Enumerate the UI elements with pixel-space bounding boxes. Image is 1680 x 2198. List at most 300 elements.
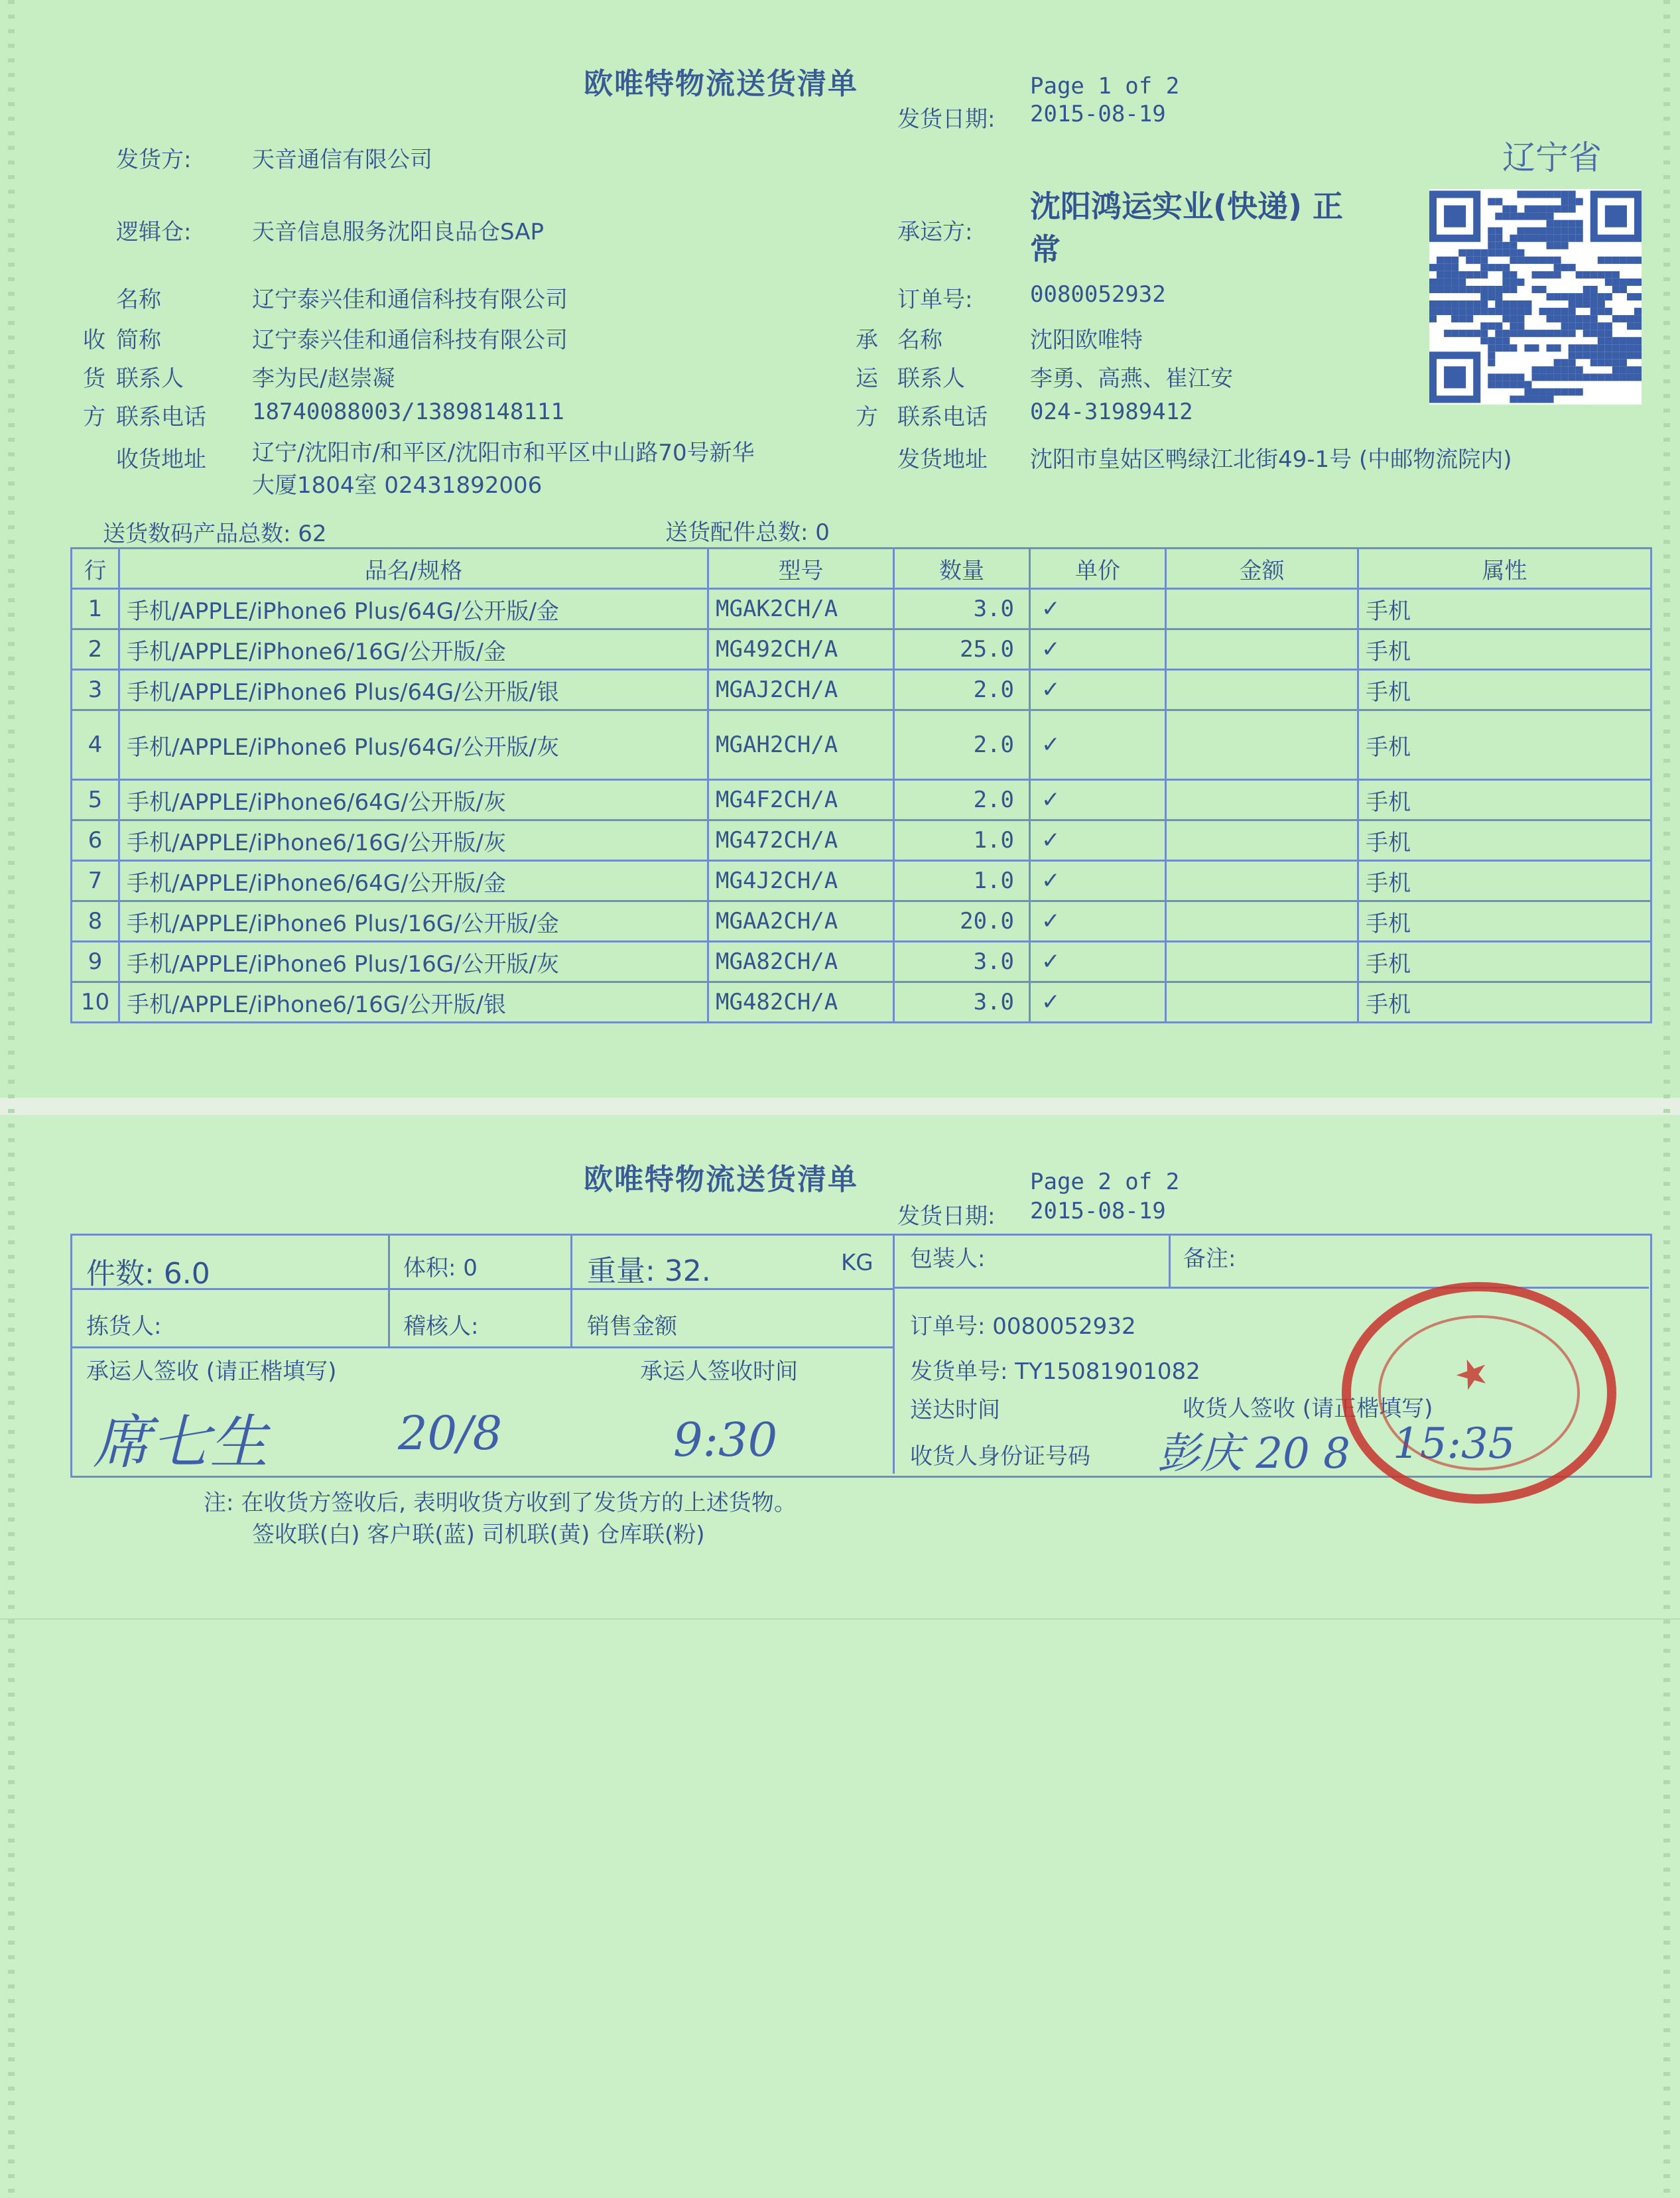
qr-module [1510,242,1517,249]
qr-module [1488,235,1495,242]
qr-module [1517,395,1524,403]
qr-module [1510,271,1517,279]
qr-module [1612,366,1620,373]
receiver-address-line1: 辽宁/沈阳市/和平区/沈阳市和平区中山路70号新华 [252,440,755,466]
quantity-cell: 1.0 [894,820,1030,861]
qr-module [1524,308,1531,315]
qr-module [1576,322,1583,330]
quantity-cell: 3.0 [894,942,1030,982]
qr-module [1495,235,1502,242]
qr-module [1488,293,1495,300]
row-number-cell: 10 [72,982,119,1023]
qr-module [1539,388,1547,395]
handwritten-receiver-signature: 彭庆 20 8 [1157,1429,1350,1478]
qr-module [1590,271,1598,279]
header-name: 品名/规格 [119,549,708,589]
qr-module [1444,206,1466,227]
quantity-cell: 2.0 [894,710,1030,780]
qr-module [1620,279,1627,286]
qr-module [1451,279,1458,286]
qr-module [1437,308,1444,315]
qr-module [1473,308,1480,315]
qr-module [1473,249,1480,257]
qr-module [1569,344,1576,352]
qr-module [1612,315,1620,322]
qr-module [1524,330,1531,337]
qr-module [1510,308,1517,315]
quantity-cell: 1.0 [894,861,1030,901]
unit-price-check-cell: ✓ [1030,629,1166,670]
qr-module [1444,257,1451,264]
qr-module [1569,235,1576,242]
qr-module [1634,322,1642,330]
qr-module [1524,300,1531,308]
amount-cell [1166,629,1358,670]
qr-module [1480,249,1488,257]
qr-module [1547,213,1554,220]
order-number: 0080052932 [1030,281,1166,308]
qr-module [1444,286,1451,293]
qr-module [1554,191,1561,198]
handwritten-time: 9:30 [673,1413,778,1467]
qr-module [1480,300,1488,308]
qr-module [1590,315,1598,322]
qr-module [1517,249,1524,257]
qr-module [1554,308,1561,315]
total-products: 送货数码产品总数: 62 [103,521,327,547]
qr-module [1605,271,1612,279]
qr-module [1502,213,1510,220]
qr-module [1524,381,1531,388]
qr-module [1517,257,1524,264]
model-cell: MGAK2CH/A [708,589,894,629]
qr-module [1612,373,1620,381]
qr-module [1561,227,1569,235]
qr-module [1458,249,1466,257]
qr-module [1561,191,1569,198]
qr-module [1554,206,1561,213]
qr-module [1502,337,1510,344]
qr-module [1561,359,1569,366]
qr-module [1488,359,1495,366]
qr-module [1429,300,1437,308]
qr-module [1539,286,1547,293]
carrier-name-label: 名称 [897,327,942,354]
amount-cell [1166,901,1358,942]
qr-module [1569,293,1576,300]
receiver-phone-label: 联系电话 [116,404,206,430]
qr-module [1437,300,1444,308]
carrier-name: 沈阳欧唯特 [1030,327,1143,354]
receiver-name: 辽宁泰兴佳和通信科技有限公司 [252,287,568,313]
attribute-cell: 手机 [1358,670,1651,710]
amount-cell [1166,710,1358,780]
qr-module [1458,300,1466,308]
qr-module [1590,293,1598,300]
qr-module [1539,227,1547,235]
qr-module [1480,271,1488,279]
header-row-no: 行 [72,549,119,589]
qr-module [1429,308,1437,315]
product-name-cell: 手机/APPLE/iPhone6 Plus/16G/公开版/灰 [119,942,708,982]
qr-module [1627,257,1634,264]
qr-module [1531,191,1539,198]
unit-price-check-cell: ✓ [1030,710,1166,780]
qr-module [1634,257,1642,264]
table-row [72,820,1651,861]
qr-module [1627,293,1634,300]
grid-line [388,1234,390,1346]
qr-module [1634,373,1642,381]
model-cell: MGAJ2CH/A [708,670,894,710]
qr-module [1590,344,1598,352]
qr-module [1590,330,1598,337]
unit-price-check-cell: ✓ [1030,780,1166,820]
qr-module [1561,330,1569,337]
qr-module [1531,286,1539,293]
qr-module [1547,235,1554,242]
qr-module [1517,322,1524,330]
qr-module [1554,257,1561,264]
unit-price-check-cell: ✓ [1030,942,1166,982]
receiver-short: 辽宁泰兴佳和通信科技有限公司 [252,327,568,354]
qr-module [1576,352,1583,359]
qr-module [1466,286,1473,293]
qr-module [1569,366,1576,373]
qr-module [1531,213,1539,220]
unit-price-check-cell: ✓ [1030,820,1166,861]
qr-module [1466,300,1473,308]
attribute-cell: 手机 [1358,589,1651,629]
qr-module [1569,264,1576,271]
page2-page-number: Page 2 of 2 [1030,1169,1180,1195]
page2-ship-date-label: 发货日期: [897,1203,996,1230]
page2-title: 欧唯特物流送货清单 [584,1163,858,1196]
warehouse-value: 天音信息服务沈阳良品仓SAP [252,219,544,245]
qr-module [1510,381,1517,388]
qr-module [1569,206,1576,213]
qr-module [1451,308,1458,315]
qr-module [1531,388,1539,395]
qr-module [1517,381,1524,388]
qr-module [1634,344,1642,352]
quantity-cell: 20.0 [894,901,1030,942]
qr-module [1569,315,1576,322]
qr-module [1554,330,1561,337]
qr-module [1547,271,1554,279]
header-amount: 金额 [1166,549,1358,589]
qr-module [1561,308,1569,315]
table-header-row [72,549,1651,589]
weight: 重量: 32. [587,1254,711,1288]
qr-module [1561,242,1569,249]
qr-module [1620,286,1627,293]
qr-module [1488,337,1495,344]
qr-module [1524,191,1531,198]
qr-module [1547,395,1554,403]
qr-module [1539,257,1547,264]
product-name-cell: 手机/APPLE/iPhone6/16G/公开版/金 [119,629,708,670]
qr-module [1502,286,1510,293]
row-number-cell: 1 [72,589,119,629]
qr-module [1576,344,1583,352]
qr-module [1547,191,1554,198]
qr-module [1627,337,1634,344]
page2-ship-date: 2015-08-19 [1030,1198,1166,1224]
qr-module [1605,337,1612,344]
page1-ship-date-label: 发货日期: [897,106,996,133]
unit-price-check-cell: ✓ [1030,901,1166,942]
qr-module [1561,198,1569,206]
qr-module [1502,249,1510,257]
qr-module [1495,293,1502,300]
qr-module [1473,271,1480,279]
qr-module [1627,373,1634,381]
qr-module [1605,359,1612,366]
qr-module [1451,271,1458,279]
ship-number: 发货单号: TY15081901082 [910,1358,1200,1385]
qr-module [1429,286,1437,293]
footer-note: 注: 在收货方签收后, 表明收货方收到了发货方的上述货物。 [204,1490,797,1516]
qr-code-graphic [1429,189,1642,405]
warehouse-label: 逻辑仓: [116,219,192,245]
qr-module [1569,227,1576,235]
shipper-value: 天音通信有限公司 [252,147,432,173]
qr-module [1612,271,1620,279]
receiver-address-label: 收货地址 [116,446,206,473]
qr-module [1598,257,1605,264]
carrier-company-line1: 沈阳鸿运实业(快递) 正 [1030,188,1344,224]
quantity-cell: 2.0 [894,670,1030,710]
qr-module [1569,308,1576,315]
qr-module [1444,366,1466,388]
attribute-cell: 手机 [1358,982,1651,1023]
qr-module [1429,279,1437,286]
qr-module [1547,242,1554,249]
carrier-company-line2: 常 [1030,231,1061,267]
qr-module [1561,264,1569,271]
qr-module [1458,315,1466,322]
qr-module [1510,373,1517,381]
qr-module [1569,359,1576,366]
amount-cell [1166,589,1358,629]
qr-module [1561,293,1569,300]
province-label: 辽宁省 [1502,139,1602,177]
qr-module [1531,206,1539,213]
unit-price-check-cell: ✓ [1030,861,1166,901]
qr-module [1554,271,1561,279]
qr-module [1547,330,1554,337]
qr-module [1590,286,1598,293]
carrier-contact: 李勇、高燕、崔江安 [1030,365,1233,392]
qr-module [1531,227,1539,235]
qr-code [1429,189,1642,405]
table-row [72,861,1651,901]
qr-module [1458,279,1466,286]
page1-title: 欧唯特物流送货清单 [584,67,858,101]
qr-module [1554,359,1561,366]
qr-module [1605,279,1612,286]
qr-module [1620,359,1627,366]
qr-module [1554,227,1561,235]
qr-module [1473,257,1480,264]
qr-module [1605,352,1612,359]
qr-module [1495,227,1502,235]
qr-module [1517,213,1524,220]
quantity-cell: 3.0 [894,589,1030,629]
qr-module [1539,330,1547,337]
qr-module [1634,293,1642,300]
qr-module [1620,337,1627,344]
qr-module [1437,279,1444,286]
shipper-label: 发货方: [116,147,192,173]
qr-module [1495,381,1502,388]
grid-line [1169,1234,1171,1288]
tear-edge [0,1098,1680,1115]
receiver-id-label: 收货人身份证号码 [910,1443,1090,1470]
receiver-phone: 18740088003/13898148111 [252,399,564,425]
carrier-phone-label: 联系电话 [897,404,988,430]
qr-module [1561,322,1569,330]
qr-module [1598,300,1605,308]
qr-module [1495,198,1502,206]
packer-label: 包装人: [910,1246,986,1272]
product-name-cell: 手机/APPLE/iPhone6 Plus/16G/公开版/金 [119,901,708,942]
row-number-cell: 3 [72,670,119,710]
handwritten-date: 20/8 [398,1406,503,1460]
qr-module [1569,373,1576,381]
qr-module [1495,249,1502,257]
qr-module [1502,300,1510,308]
qr-module [1612,352,1620,359]
qr-module [1466,330,1473,337]
qr-module [1451,315,1458,322]
qr-module [1458,308,1466,315]
qr-module [1502,271,1510,279]
qr-module [1524,206,1531,213]
qr-module [1495,322,1502,330]
qr-module [1480,257,1488,264]
qr-module [1583,373,1590,381]
qr-module [1590,359,1598,366]
qr-module [1576,373,1583,381]
qr-module [1524,213,1531,220]
qr-module [1547,388,1554,395]
table-row [72,982,1651,1023]
unit-price-check-cell: ✓ [1030,982,1166,1023]
qr-module [1531,257,1539,264]
qr-module [1554,293,1561,300]
qr-module [1569,330,1576,337]
qr-module [1517,227,1524,235]
qr-module [1451,330,1458,337]
attribute-cell: 手机 [1358,710,1651,780]
qr-module [1569,300,1576,308]
qr-module [1466,308,1473,315]
delivery-time-label: 送达时间 [910,1397,1000,1423]
qr-module [1517,191,1524,198]
qr-module [1488,227,1495,235]
qr-module [1458,271,1466,279]
qr-module [1605,373,1612,381]
qr-module [1510,315,1517,322]
qr-module [1576,198,1583,206]
quantity-cell: 3.0 [894,982,1030,1023]
qr-module [1517,330,1524,337]
amount-cell [1166,780,1358,820]
qr-module [1576,271,1583,279]
qr-module [1510,206,1517,213]
qr-module [1444,300,1451,308]
unit-price-check-cell: ✓ [1030,589,1166,629]
qr-module [1502,308,1510,315]
qr-module [1480,264,1488,271]
qr-module [1605,206,1627,227]
qr-module [1561,366,1569,373]
table-row [72,589,1651,629]
qr-module [1502,264,1510,271]
qr-module [1583,322,1590,330]
qr-module [1466,257,1473,264]
qr-module [1524,395,1531,403]
qr-module [1605,308,1612,315]
qr-module [1627,352,1634,359]
qr-module [1510,330,1517,337]
receiver-short-label: 简称 [116,327,161,354]
qr-module [1510,300,1517,308]
qr-module [1502,344,1510,352]
qr-module [1576,293,1583,300]
qr-module [1554,315,1561,322]
qr-module [1495,337,1502,344]
qr-module [1627,344,1634,352]
receiver-side-char-1: 收 [83,327,105,354]
qr-module [1576,315,1583,322]
product-name-cell: 手机/APPLE/iPhone6/16G/公开版/银 [119,982,708,1023]
qr-module [1488,344,1495,352]
receiver-side-char-2: 货 [83,365,105,392]
items-table [70,547,1652,1023]
qr-module [1437,264,1444,271]
qr-module [1444,308,1451,315]
carrier-phone: 024-31989412 [1030,399,1193,425]
qr-module [1517,308,1524,315]
handwritten-carrier-signature: 席七生 [93,1408,269,1476]
quantity-cell: 25.0 [894,629,1030,670]
qr-module [1554,388,1561,395]
qr-module [1444,330,1451,337]
qr-module [1531,271,1539,279]
qr-module [1510,322,1517,330]
qr-module [1429,315,1437,322]
unit-price-check-cell: ✓ [1030,670,1166,710]
attribute-cell: 手机 [1358,861,1651,901]
qr-module [1539,373,1547,381]
receiver-contact: 李为民/赵崇凝 [252,365,395,392]
qr-module [1547,308,1554,315]
qr-module [1612,344,1620,352]
qr-module [1547,373,1554,381]
qr-module [1583,315,1590,322]
qr-module [1554,264,1561,271]
qr-module [1627,322,1634,330]
product-name-cell: 手机/APPLE/iPhone6/16G/公开版/灰 [119,820,708,861]
qr-module [1510,344,1517,352]
qr-module [1634,279,1642,286]
qr-module [1510,286,1517,293]
qr-module [1495,330,1502,337]
qr-module [1510,249,1517,257]
